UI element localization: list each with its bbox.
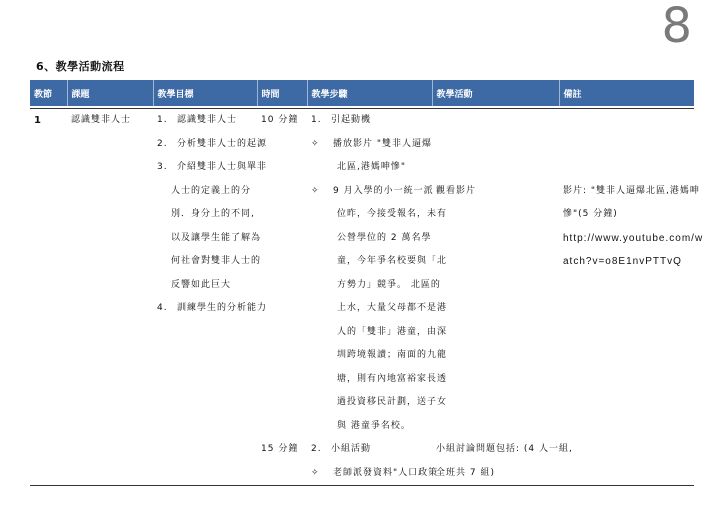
time-2: 15 分鐘: [261, 444, 299, 454]
header-steps: 教學步驟: [307, 80, 432, 106]
diamond-bullet-icon: ✧: [311, 185, 320, 196]
objectives-cell: 1. 認識雙非人士 2. 分析雙非人士的起源 3. 介紹雙非人士與單非 人士的定義上的分 別．身分上的不同, 以及讓學生能了解為 何社會對雙非人士的 反響如此巨大 4. 訓練學生的分析能力: [153, 109, 257, 486]
header-time: 時間: [257, 80, 307, 106]
header-lesson: 教節: [30, 80, 67, 106]
step-1: 引起動機: [331, 115, 372, 125]
activities-cell: 觀看影片 小組討論問題包括: (4 人一組, 全班共 7 組): [432, 109, 559, 486]
objective-4: 訓練學生的分析能力: [177, 303, 268, 313]
table-header-row: [30, 80, 694, 106]
objective-2: 分析雙非人士的起源: [177, 138, 268, 149]
header-topic: 課題: [67, 80, 153, 106]
section-title: 6、教學活動流程: [36, 60, 125, 73]
topic-text: 認識雙非人士: [71, 115, 132, 125]
lesson-cell: [30, 109, 67, 486]
steps-cell: 1. 引起動機 ✧ 播放影片 "雙非人逼爆 北區,港媽呻慘" ✧ 9 月入學的小一統一派 位昨，今接受報名，未有 公營學位的 2 萬名學 童，今年爭名校要與「北 方勢力」競爭。 北區的 上水，大量父母都不是港 人的「雙非」港童，由深 圳跨境報讀；南面的九龍 塘，則有內地富裕家長透 過投資移民計劃，送子女 與 港童爭名校。 2. 小組活動 ✧ 老師派發資料"人口政策: [307, 109, 432, 486]
header-objectives: 教學目標: [153, 80, 257, 106]
remarks-cell: 影片: "雙非人逼爆北區,港媽呻 慘"(5 分鐘) http://www.youtube.com/w atch?v=o8E1nvPTTvQ: [559, 109, 694, 486]
objective-3: 介紹雙非人士與單非: [177, 162, 268, 172]
diamond-bullet-icon: ✧: [311, 138, 320, 149]
remark-video: 影片: "雙非人逼爆北區,港媽呻: [563, 185, 700, 196]
diamond-bullet-icon: ✧: [311, 467, 320, 478]
lesson-flow-table: [30, 80, 704, 486]
activity-1: 觀看影片: [436, 185, 477, 196]
header-activities: 教學活動: [432, 80, 559, 106]
topic-cell: [67, 109, 153, 486]
step-2: 小組活動: [331, 444, 372, 454]
header-remarks: 備註: [559, 80, 694, 106]
objective-1: 認識雙非人士: [177, 115, 238, 125]
video-link[interactable]: http://www.youtube.com/w: [563, 232, 704, 244]
page-number: 8: [661, 0, 692, 54]
activity-2: 小組討論問題包括: (4 人一組,: [436, 444, 573, 454]
video-link-cont[interactable]: atch?v=o8E1nvPTTvQ: [563, 256, 682, 267]
time-1: 10 分鐘: [261, 115, 299, 125]
table-row: [30, 109, 694, 486]
lesson-number: 1: [34, 115, 42, 126]
